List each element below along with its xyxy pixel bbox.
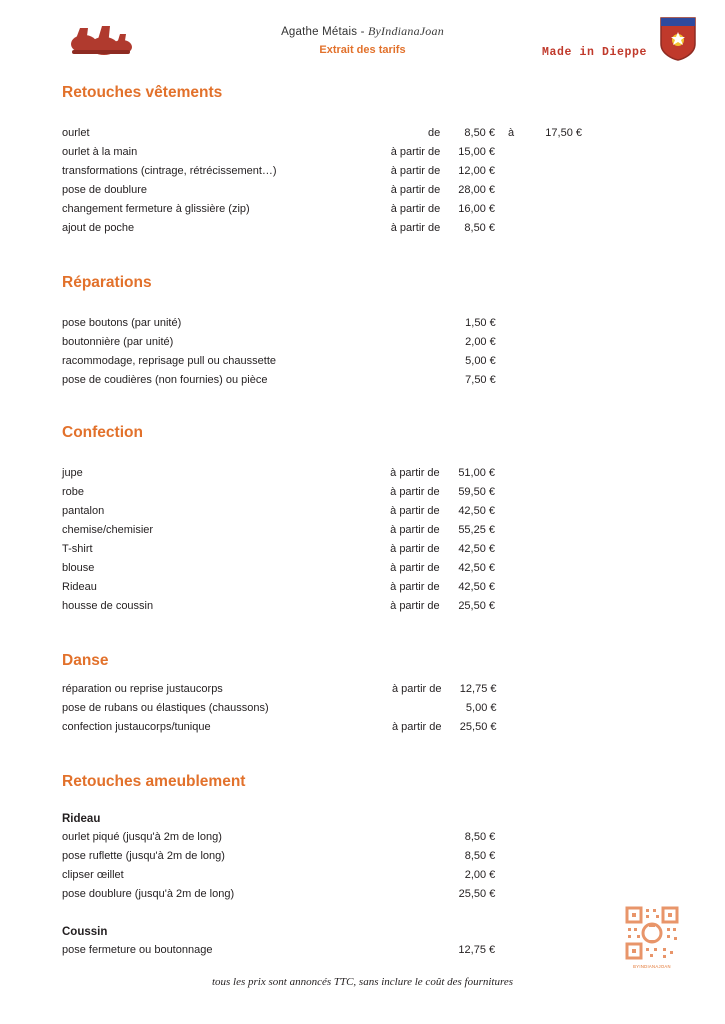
made-in-badge: Made in Dieppe xyxy=(541,46,647,59)
item-price: 59,50 € xyxy=(458,486,496,498)
item-conjunction xyxy=(496,352,529,371)
item-qualifier xyxy=(355,941,440,960)
item-price-max xyxy=(528,885,582,904)
item-price-max xyxy=(528,333,582,352)
item-conjunction xyxy=(495,828,528,847)
table-row xyxy=(62,718,582,737)
section-title: Confection xyxy=(62,424,143,441)
item-price: 16,00 € xyxy=(458,203,495,215)
author-name: Agathe Métais - xyxy=(281,26,368,38)
table-row xyxy=(62,124,582,143)
item-qualifier xyxy=(356,333,440,352)
item-price-max xyxy=(528,540,582,559)
table-row xyxy=(62,828,582,847)
item-price-max xyxy=(529,680,582,699)
item-label: ourlet à la main xyxy=(62,146,138,158)
item-qualifier: à partir de xyxy=(390,467,440,479)
item-label: transformations (cintrage, rétrécissement…) xyxy=(62,165,277,177)
item-price: 8,50 € xyxy=(464,222,495,234)
qr-code-block[interactable] xyxy=(621,904,683,976)
item-label: réparation ou reprise justaucorps xyxy=(62,683,223,695)
item-price: 12,75 € xyxy=(458,944,496,956)
item-price-max xyxy=(528,502,582,521)
table-row xyxy=(62,371,582,390)
price-table xyxy=(62,314,582,390)
item-label: changement fermeture à glissière (zip) xyxy=(62,203,250,215)
item-label: Rideau xyxy=(62,581,97,593)
table-row xyxy=(62,521,582,540)
page-subtitle: Extrait des tarifs xyxy=(319,44,406,56)
table-row xyxy=(62,866,582,885)
item-price-max xyxy=(528,941,582,960)
item-label: pose de rubans ou élastiques (chaussons) xyxy=(62,702,269,714)
section-danse xyxy=(0,652,725,737)
item-price-max xyxy=(528,847,582,866)
price-table xyxy=(62,828,582,904)
item-qualifier xyxy=(356,371,440,390)
item-price-max xyxy=(528,352,582,371)
qr-caption: BYINDIANAJOAN xyxy=(633,964,671,969)
item-price: 5,00 € xyxy=(465,355,496,367)
subsection-title-coussin: Coussin xyxy=(62,926,108,938)
section-title: Danse xyxy=(62,652,109,669)
item-qualifier: à partir de xyxy=(390,184,441,196)
price-table xyxy=(62,941,582,960)
item-label: pose de coudières (non fournies) ou pièce xyxy=(62,374,268,386)
section-title: Retouches vêtements xyxy=(62,84,223,101)
table-row xyxy=(62,162,582,181)
item-label: pose ruflette (jusqu'à 2m de long) xyxy=(62,850,225,862)
item-label: ajout de poche xyxy=(62,222,135,234)
item-price-max xyxy=(528,314,582,333)
item-label: confection justaucorps/tunique xyxy=(62,721,211,733)
table-row xyxy=(62,219,582,238)
item-label: T-shirt xyxy=(62,543,93,555)
item-qualifier: à partir de xyxy=(390,486,440,498)
item-price-max xyxy=(528,521,582,540)
item-price: 28,00 € xyxy=(458,184,495,196)
section-reparations xyxy=(0,274,725,390)
subsection-title-rideau: Rideau xyxy=(62,813,101,825)
item-price: 25,50 € xyxy=(458,600,496,612)
item-qualifier: de xyxy=(427,127,441,139)
item-price-max xyxy=(528,828,582,847)
footer-note: tous les prix sont annoncés TTC, sans inclure le coût des fournitures xyxy=(211,976,514,988)
item-label: pose boutons (par unité) xyxy=(62,317,182,329)
item-price: 25,50 € xyxy=(458,888,496,900)
item-price-max xyxy=(529,699,582,718)
table-row xyxy=(62,578,582,597)
item-qualifier: à partir de xyxy=(390,600,440,612)
item-label: boutonnière (par unité) xyxy=(62,336,174,348)
price-table xyxy=(62,680,582,737)
item-conjunction xyxy=(495,521,528,540)
tariff-content xyxy=(0,84,725,960)
item-price-max xyxy=(528,464,582,483)
item-price: 42,50 € xyxy=(458,562,496,574)
document-header xyxy=(0,0,725,72)
item-price-max xyxy=(528,371,582,390)
item-conjunction xyxy=(495,464,528,483)
item-price: 2,00 € xyxy=(465,336,496,348)
item-label: pantalon xyxy=(62,505,105,517)
table-row xyxy=(62,333,582,352)
item-qualifier: à partir de xyxy=(390,222,441,234)
item-qualifier: à partir de xyxy=(391,683,442,695)
item-label: robe xyxy=(62,486,85,498)
item-price: 1,50 € xyxy=(465,317,496,329)
item-conjunction xyxy=(495,540,528,559)
item-conjunction xyxy=(495,578,528,597)
item-conjunction xyxy=(495,866,528,885)
item-conjunction xyxy=(495,219,527,238)
item-qualifier: à partir de xyxy=(390,543,440,555)
item-conjunction xyxy=(497,680,529,699)
item-label: chemise/chemisier xyxy=(62,524,154,536)
section-retouches-ameublement xyxy=(0,773,725,960)
item-price: 8,50 € xyxy=(464,831,496,843)
table-row xyxy=(62,941,582,960)
item-label: blouse xyxy=(62,562,95,574)
item-conjunction xyxy=(495,941,528,960)
table-row xyxy=(62,699,582,718)
item-qualifier: à partir de xyxy=(391,721,442,733)
item-label: ourlet piqué (jusqu'à 2m de long) xyxy=(62,831,222,843)
item-qualifier xyxy=(356,314,440,333)
qr-code-icon[interactable] xyxy=(623,904,681,962)
table-row xyxy=(62,680,582,699)
item-price: 2,00 € xyxy=(464,869,496,881)
item-qualifier xyxy=(355,699,441,718)
item-price: 8,50 € xyxy=(464,127,495,139)
table-row xyxy=(62,352,582,371)
item-qualifier xyxy=(355,828,440,847)
item-conjunction xyxy=(496,371,529,390)
item-conjunction xyxy=(495,162,527,181)
section-confection xyxy=(0,424,725,616)
table-row xyxy=(62,885,582,904)
item-qualifier: à partir de xyxy=(390,581,440,593)
item-label: racommodage, reprisage pull ou chaussette xyxy=(62,355,277,367)
table-row xyxy=(62,559,582,578)
item-price-max xyxy=(527,162,582,181)
item-label: ourlet xyxy=(62,127,90,139)
item-price: 12,00 € xyxy=(458,165,495,177)
item-price: 25,50 € xyxy=(459,721,497,733)
table-row xyxy=(62,540,582,559)
item-conjunction xyxy=(495,559,528,578)
section-retouches-vetements xyxy=(0,84,725,238)
table-row xyxy=(62,181,582,200)
page-title xyxy=(0,24,725,39)
table-row xyxy=(62,200,582,219)
item-conjunction xyxy=(495,143,527,162)
table-row xyxy=(62,502,582,521)
table-row xyxy=(62,847,582,866)
dieppe-coat-of-arms-icon xyxy=(659,16,697,62)
item-price-max xyxy=(527,143,582,162)
section-title: Réparations xyxy=(62,274,152,291)
table-row xyxy=(62,597,582,616)
item-label: pose doublure (jusqu'à 2m de long) xyxy=(62,888,235,900)
item-conjunction xyxy=(496,314,529,333)
price-table xyxy=(62,464,582,616)
item-conjunction xyxy=(495,847,528,866)
item-conjunction xyxy=(497,718,529,737)
item-conjunction xyxy=(496,333,529,352)
item-conjunction xyxy=(495,181,527,200)
item-price-max xyxy=(528,559,582,578)
item-qualifier xyxy=(355,866,440,885)
item-conjunction xyxy=(495,885,528,904)
item-label: housse de coussin xyxy=(62,600,154,612)
item-price: 42,50 € xyxy=(458,543,496,555)
section-title: Retouches ameublement xyxy=(62,773,246,790)
table-row xyxy=(62,483,582,502)
item-qualifier: à partir de xyxy=(390,505,440,517)
item-conjunction xyxy=(497,699,529,718)
item-price-max xyxy=(529,718,582,737)
item-qualifier: à partir de xyxy=(390,524,440,536)
item-price: 51,00 € xyxy=(458,467,496,479)
item-price-max xyxy=(527,219,582,238)
item-price-max: 17,50 € xyxy=(545,127,582,139)
brand-signature: ByIndianaJoan xyxy=(368,24,444,38)
item-price-max xyxy=(527,200,582,219)
item-price-max xyxy=(528,578,582,597)
item-conjunction xyxy=(495,597,528,616)
item-price: 15,00 € xyxy=(458,146,495,158)
item-conjunction xyxy=(495,200,527,219)
item-conjunction: à xyxy=(508,127,515,139)
item-price-max xyxy=(528,866,582,885)
item-qualifier: à partir de xyxy=(390,146,441,158)
item-label: pose de doublure xyxy=(62,184,148,196)
item-price-max xyxy=(527,181,582,200)
item-qualifier: à partir de xyxy=(390,562,440,574)
item-qualifier xyxy=(355,847,440,866)
item-price: 5,00 € xyxy=(465,702,497,714)
item-price: 42,50 € xyxy=(458,581,496,593)
item-price-max xyxy=(528,597,582,616)
item-price-max xyxy=(528,483,582,502)
item-price: 55,25 € xyxy=(458,524,496,536)
item-qualifier xyxy=(355,885,440,904)
item-qualifier: à partir de xyxy=(390,165,441,177)
item-price: 8,50 € xyxy=(464,850,496,862)
price-table xyxy=(62,124,582,238)
item-label: jupe xyxy=(62,467,83,479)
item-price: 12,75 € xyxy=(459,683,497,695)
table-row xyxy=(62,143,582,162)
table-row xyxy=(62,464,582,483)
item-price: 42,50 € xyxy=(458,505,496,517)
item-conjunction xyxy=(495,502,528,521)
item-label: clipser œillet xyxy=(62,869,124,881)
table-row xyxy=(62,314,582,333)
item-qualifier xyxy=(356,352,440,371)
item-conjunction xyxy=(495,483,528,502)
item-qualifier: à partir de xyxy=(390,203,441,215)
item-label: pose fermeture ou boutonnage xyxy=(62,944,213,956)
item-price: 7,50 € xyxy=(465,374,496,386)
